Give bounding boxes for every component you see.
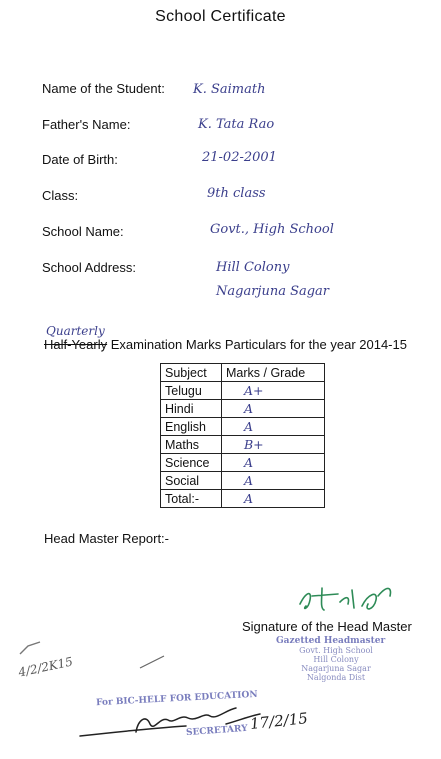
school-name-value: Govt., High School [210,222,334,237]
grade-header: Marks / Grade [222,364,325,382]
subject-cell: Science [161,454,222,472]
class-value: 9th class [207,186,266,201]
table-row [161,490,325,508]
table-row [161,400,325,418]
subject-cell: Hindi [161,400,222,418]
secretary-stamp-top: For BIC-HELF FOR EDUCATION [95,689,258,709]
headmaster-stamp [276,636,396,682]
stamp-title: Gazetted Headmaster [276,636,386,646]
grade-cell: A+ [222,382,325,400]
subject-cell: English [161,418,222,436]
secretary-stamp-bottom: SECRETARY [185,723,248,739]
exam-struck-text: Half-Yearly [44,337,108,352]
grade-cell: B+ [222,436,325,454]
pen-stroke [138,652,168,672]
stamp-line: Nagarjuna Sagar [301,664,371,673]
subject-cell: Maths [161,436,222,454]
exam-heading [44,337,407,352]
stamp-line: Nalgonda Dist [306,673,366,682]
exam-correction: Quarterly [46,324,105,338]
subject-cell: Social [161,472,222,490]
grade-cell: A [222,418,325,436]
table-row [161,472,325,490]
school-address-line1: Hill Colony [216,260,290,275]
subject-cell: Total:- [161,490,222,508]
father-name-value: K. Tata Rao [198,117,275,132]
secretary-signature [76,702,266,742]
head-master-signature [292,582,402,616]
dob-label: Date of Birth: [42,152,118,167]
school-address-label: School Address: [42,260,136,275]
grade-cell: A [222,400,325,418]
table-row [161,382,325,400]
class-label: Class: [42,188,79,203]
student-name-label: Name of the Student: [42,81,165,96]
stamp-line: Govt. High School [299,646,373,655]
marks-table [160,363,325,508]
stamp-line: Hill Colony [313,655,359,664]
table-row [161,418,325,436]
exam-heading-rest: Examination Marks Particulars for the year 2014-15 [107,337,407,352]
dob-value: 21-02-2001 [202,150,277,165]
subject-cell: Telugu [161,382,222,400]
certificate-title: School Certificate [155,8,286,25]
table-header-row [161,364,325,382]
head-master-report-label: Head Master Report:- [44,531,169,546]
grade-cell: A [222,472,325,490]
right-date: 17/2/15 [249,709,309,733]
table-row [161,454,325,472]
left-date: 4/2/2K15 [17,654,75,680]
school-address-line2: Nagarjuna Sagar [216,284,330,299]
school-name-label: School Name: [42,224,124,239]
grade-cell: A [222,454,325,472]
grade-cell: A [222,490,325,508]
father-name-label: Father's Name: [42,117,131,132]
student-name-value: K. Saimath [193,82,266,97]
signature-label: Signature of the Head Master [242,619,412,634]
subject-header: Subject [161,364,222,382]
table-row [161,436,325,454]
tick-mark [16,640,46,660]
